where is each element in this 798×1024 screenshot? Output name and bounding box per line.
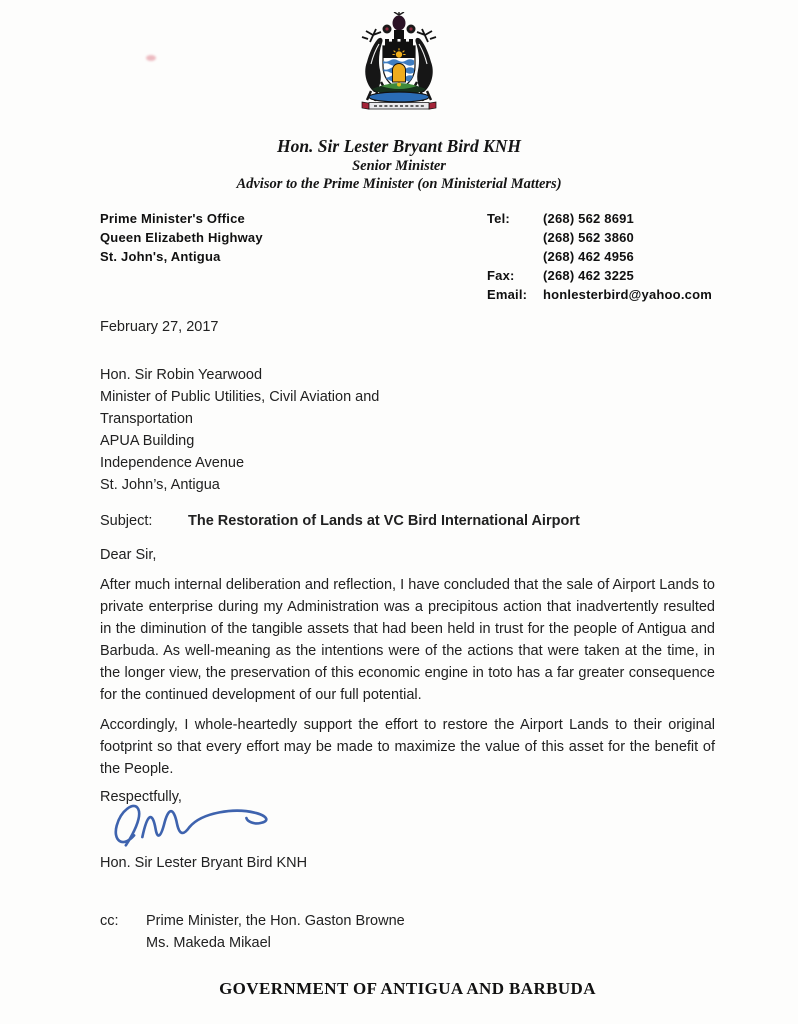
recipient-line: Minister of Public Utilities, Civil Aviation and: [100, 389, 380, 405]
letterhead-subtitle: Advisor to the Prime Minister (on Ministerial Matters): [236, 176, 562, 192]
office-address-line: Prime Minister's Office: [100, 211, 245, 226]
email-line: [487, 285, 715, 304]
fax-line: [487, 266, 715, 285]
email-address: honlesterbird@yahoo.com: [543, 287, 712, 302]
closing: Respectfully,: [100, 789, 182, 805]
body-paragraph: Accordingly, I whole-heartedly support the effort to restore the Airport Lands to their original footprint so that every effort may be made to maximize the value of this asset for the benefit of the People.: [100, 717, 715, 777]
letterhead-name: Hon. Sir Lester Bryant Bird KNH: [276, 136, 522, 156]
tel-number: (268) 562 8691: [543, 211, 634, 226]
signer-name: Hon. Sir Lester Bryant Bird KNH: [100, 855, 308, 871]
tel-line: [487, 228, 715, 247]
signature-image: [106, 794, 306, 850]
cc-names: [146, 910, 405, 954]
email-label: Email:: [487, 287, 528, 302]
fax-number: (268) 462 3225: [543, 268, 634, 283]
subject-label: Subject:: [100, 513, 153, 529]
letterhead-title: Senior Minister: [352, 158, 446, 174]
letterhead: [0, 136, 798, 193]
body-paragraph: After much internal deliberation and reflection, I have concluded that the sale of Airport Lands to private enterprise during my Administration was a precipitous action that inadvertently resulted in the diminution of the tangible assets that had been held in trust for the people of Antigua and Barbuda. As well-meaning as the intentions were of the actions that were taken at the time, in the longer view, the preservation of this economic engine in toto has a far greater consequence for the continued development of our full potential.: [100, 577, 715, 703]
office-address-line: St. John's, Antigua: [100, 249, 221, 264]
fax-label: Fax:: [487, 268, 515, 283]
office-address: [100, 209, 263, 266]
footer-government-title: GOVERNMENT OF ANTIGUA AND BARBUDA: [219, 979, 596, 998]
recipient-line: Independence Avenue: [100, 455, 245, 471]
scan-artifact: [146, 55, 156, 61]
subject-text: The Restoration of Lands at VC Bird International Airport: [188, 513, 580, 529]
office-address-line: Queen Elizabeth Highway: [100, 230, 263, 245]
tel-number: (268) 462 4956: [543, 249, 634, 264]
recipient-line: St. John’s, Antigua: [100, 477, 220, 493]
tel-label: Tel:: [487, 211, 510, 226]
cc-name: Ms. Makeda Mikael: [146, 935, 271, 951]
antigua-barbuda-coat-of-arms-icon: [349, 12, 449, 112]
cc-label: cc:: [100, 913, 119, 929]
contact-block: [100, 209, 715, 304]
tel-number: (268) 562 3860: [543, 230, 634, 245]
recipient-line: Hon. Sir Robin Yearwood: [100, 367, 263, 383]
recipient-address: [100, 364, 715, 496]
recipient-line: APUA Building: [100, 433, 195, 449]
contact-details: [487, 209, 715, 304]
tel-line: [487, 209, 715, 228]
salutation: Dear Sir,: [100, 547, 157, 563]
cc-block: [100, 910, 715, 954]
letter-date: February 27, 2017: [100, 319, 219, 335]
tel-line: [487, 247, 715, 266]
recipient-line: Transportation: [100, 411, 193, 427]
cc-name: Prime Minister, the Hon. Gaston Browne: [146, 913, 405, 929]
subject-line: [100, 510, 715, 532]
